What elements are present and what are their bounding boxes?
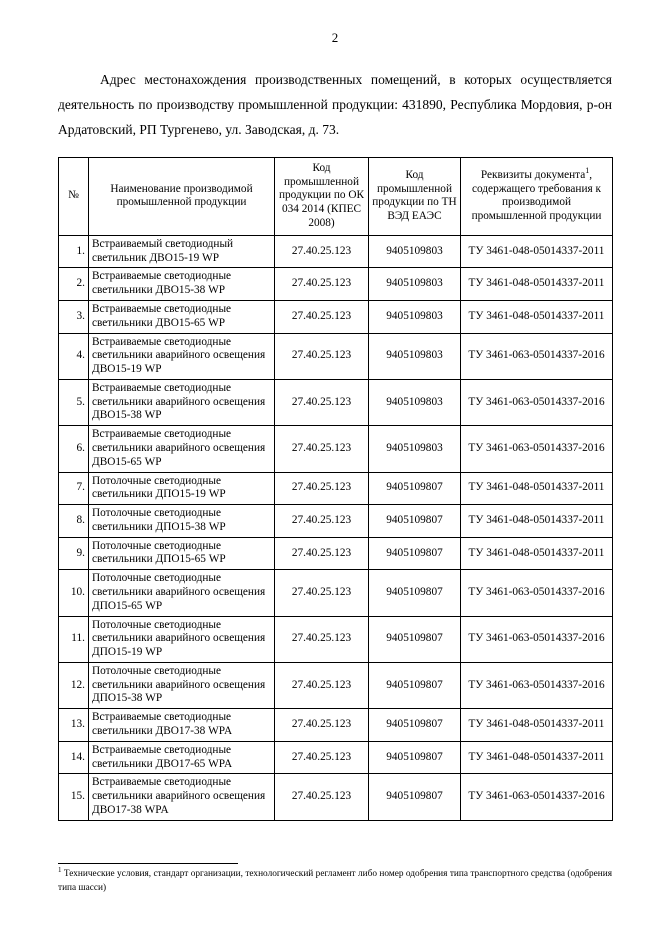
cell-document: ТУ 3461-063-05014337-2016 bbox=[461, 333, 613, 379]
table-row bbox=[59, 741, 613, 774]
cell-document: ТУ 3461-063-05014337-2016 bbox=[461, 570, 613, 616]
footnote-number: 1 bbox=[58, 865, 62, 874]
cell-number: 4. bbox=[59, 333, 89, 379]
table-row bbox=[59, 426, 613, 472]
cell-okp-code: 27.40.25.123 bbox=[275, 472, 369, 505]
cell-product-name: Потолочные светодиодные светильники ДПО15-65 WP bbox=[89, 537, 275, 570]
cell-document: ТУ 3461-063-05014337-2016 bbox=[461, 774, 613, 820]
cell-product-name: Потолочные светодиодные светильники аварийного освещения ДПО15-19 WP bbox=[89, 616, 275, 662]
document-header-part1: Реквизиты документа bbox=[480, 168, 586, 181]
footnote-marker: 1 bbox=[585, 166, 590, 176]
table-body bbox=[59, 235, 613, 820]
cell-document: ТУ 3461-063-05014337-2016 bbox=[461, 662, 613, 708]
cell-tnved-code: 9405109807 bbox=[369, 774, 461, 820]
document-header-part2: , содержащего требования к производимой промышленной продукции bbox=[471, 168, 602, 223]
cell-number: 3. bbox=[59, 300, 89, 333]
table-row bbox=[59, 333, 613, 379]
table-row bbox=[59, 268, 613, 301]
cell-product-name: Встраиваемые светодиодные светильники аварийного освещения ДВО15-38 WP bbox=[89, 379, 275, 425]
cell-document: ТУ 3461-048-05014337-2011 bbox=[461, 300, 613, 333]
cell-tnved-code: 9405109803 bbox=[369, 333, 461, 379]
cell-tnved-code: 9405109803 bbox=[369, 300, 461, 333]
cell-tnved-code: 9405109803 bbox=[369, 268, 461, 301]
cell-product-name: Потолочные светодиодные светильники ДПО15-38 WP bbox=[89, 505, 275, 538]
table-row bbox=[59, 379, 613, 425]
cell-okp-code: 27.40.25.123 bbox=[275, 235, 369, 268]
cell-product-name: Встраиваемые светодиодные светильники аварийного освещения ДВО17-38 WPA bbox=[89, 774, 275, 820]
page-number: 2 bbox=[331, 30, 339, 45]
cell-okp-code: 27.40.25.123 bbox=[275, 268, 369, 301]
products-table bbox=[58, 157, 613, 821]
column-header-okp-code: Код промышленной продукции по ОК 034 2014 (КПЕС 2008) bbox=[275, 157, 369, 235]
table-row bbox=[59, 235, 613, 268]
cell-document: ТУ 3461-063-05014337-2016 bbox=[461, 379, 613, 425]
cell-tnved-code: 9405109807 bbox=[369, 472, 461, 505]
cell-okp-code: 27.40.25.123 bbox=[275, 662, 369, 708]
table-row bbox=[59, 570, 613, 616]
address-paragraph bbox=[58, 68, 612, 143]
cell-product-name: Потолочные светодиодные светильники аварийного освещения ДПО15-38 WP bbox=[89, 662, 275, 708]
cell-tnved-code: 9405109807 bbox=[369, 537, 461, 570]
column-header-number: № bbox=[59, 157, 89, 235]
cell-tnved-code: 9405109803 bbox=[369, 379, 461, 425]
cell-number: 8. bbox=[59, 505, 89, 538]
cell-product-name: Встраиваемые светодиодные светильники аварийного освещения ДВО15-19 WP bbox=[89, 333, 275, 379]
table-row bbox=[59, 709, 613, 742]
cell-okp-code: 27.40.25.123 bbox=[275, 709, 369, 742]
cell-document: ТУ 3461-048-05014337-2011 bbox=[461, 741, 613, 774]
cell-number: 1. bbox=[59, 235, 89, 268]
cell-document: ТУ 3461-063-05014337-2016 bbox=[461, 616, 613, 662]
cell-product-name: Встраиваемые светодиодные светильники ДВО17-38 WPA bbox=[89, 709, 275, 742]
cell-tnved-code: 9405109807 bbox=[369, 741, 461, 774]
column-header-document-details bbox=[461, 157, 613, 235]
cell-number: 14. bbox=[59, 741, 89, 774]
cell-number: 12. bbox=[59, 662, 89, 708]
cell-okp-code: 27.40.25.123 bbox=[275, 300, 369, 333]
table-row bbox=[59, 537, 613, 570]
cell-tnved-code: 9405109807 bbox=[369, 662, 461, 708]
cell-document: ТУ 3461-048-05014337-2011 bbox=[461, 235, 613, 268]
cell-product-name: Встраиваемый светодиодный светильник ДВО15-19 WP bbox=[89, 235, 275, 268]
table-header bbox=[59, 157, 613, 235]
footnote-text-block bbox=[58, 865, 612, 895]
cell-document: ТУ 3461-048-05014337-2011 bbox=[461, 268, 613, 301]
footnote-text: Технические условия, стандарт организации, технологический регламент либо номер одобрения типа транспортного средства (одобрения типа шасси) bbox=[58, 869, 612, 893]
column-header-tnved-code: Код промышленной продукции по ТН ВЭД ЕАЭС bbox=[369, 157, 461, 235]
cell-number: 6. bbox=[59, 426, 89, 472]
cell-product-name: Встраиваемые светодиодные светильники ДВО17-65 WPA bbox=[89, 741, 275, 774]
cell-tnved-code: 9405109807 bbox=[369, 709, 461, 742]
table-header-row bbox=[59, 157, 613, 235]
cell-tnved-code: 9405109807 bbox=[369, 505, 461, 538]
table-row bbox=[59, 505, 613, 538]
cell-document: ТУ 3461-048-05014337-2011 bbox=[461, 472, 613, 505]
cell-tnved-code: 9405109803 bbox=[369, 235, 461, 268]
column-header-product-name: Наименование производимой промышленной продукции bbox=[89, 157, 275, 235]
cell-product-name: Встраиваемые светодиодные светильники аварийного освещения ДВО15-65 WP bbox=[89, 426, 275, 472]
cell-product-name: Встраиваемые светодиодные светильники ДВО15-38 WP bbox=[89, 268, 275, 301]
table-row bbox=[59, 616, 613, 662]
address-text: Адрес местонахождения производственных помещений, в которых осуществляется деятельность по производству промышленной продукции: 431890, Республика Мордовия, р-он Ардатовский, РП Тургенево, ул. Заводская, д. 73. bbox=[58, 72, 612, 137]
cell-product-name: Встраиваемые светодиодные светильники ДВО15-65 WP bbox=[89, 300, 275, 333]
cell-okp-code: 27.40.25.123 bbox=[275, 505, 369, 538]
cell-number: 15. bbox=[59, 774, 89, 820]
cell-number: 5. bbox=[59, 379, 89, 425]
cell-okp-code: 27.40.25.123 bbox=[275, 333, 369, 379]
cell-tnved-code: 9405109807 bbox=[369, 570, 461, 616]
cell-number: 10. bbox=[59, 570, 89, 616]
cell-number: 11. bbox=[59, 616, 89, 662]
cell-okp-code: 27.40.25.123 bbox=[275, 537, 369, 570]
cell-tnved-code: 9405109803 bbox=[369, 426, 461, 472]
cell-document: ТУ 3461-048-05014337-2011 bbox=[461, 709, 613, 742]
cell-okp-code: 27.40.25.123 bbox=[275, 570, 369, 616]
table-row bbox=[59, 774, 613, 820]
cell-product-name: Потолочные светодиодные светильники аварийного освещения ДПО15-65 WP bbox=[89, 570, 275, 616]
footnote-divider bbox=[58, 863, 238, 864]
cell-number: 9. bbox=[59, 537, 89, 570]
cell-number: 13. bbox=[59, 709, 89, 742]
cell-okp-code: 27.40.25.123 bbox=[275, 616, 369, 662]
cell-okp-code: 27.40.25.123 bbox=[275, 426, 369, 472]
table-row bbox=[59, 472, 613, 505]
cell-okp-code: 27.40.25.123 bbox=[275, 741, 369, 774]
cell-document: ТУ 3461-048-05014337-2011 bbox=[461, 537, 613, 570]
cell-product-name: Потолочные светодиодные светильники ДПО15-19 WP bbox=[89, 472, 275, 505]
cell-document: ТУ 3461-063-05014337-2016 bbox=[461, 426, 613, 472]
cell-number: 7. bbox=[59, 472, 89, 505]
cell-number: 2. bbox=[59, 268, 89, 301]
table-row bbox=[59, 300, 613, 333]
cell-tnved-code: 9405109807 bbox=[369, 616, 461, 662]
table-row bbox=[59, 662, 613, 708]
cell-okp-code: 27.40.25.123 bbox=[275, 379, 369, 425]
footnote-section bbox=[58, 863, 612, 895]
cell-document: ТУ 3461-048-05014337-2011 bbox=[461, 505, 613, 538]
cell-okp-code: 27.40.25.123 bbox=[275, 774, 369, 820]
